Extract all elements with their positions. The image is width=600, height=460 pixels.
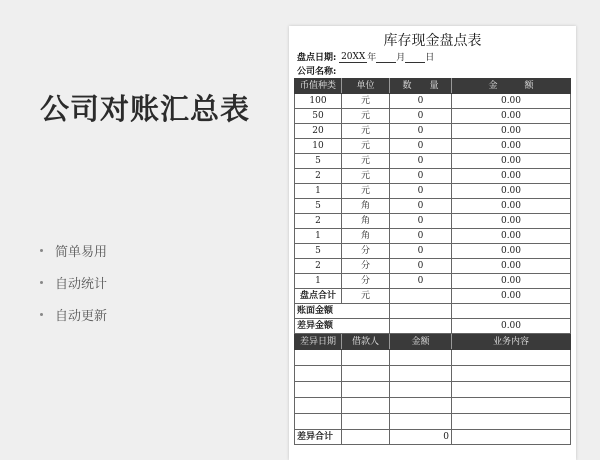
- amount-cell[interactable]: 0.00: [452, 199, 571, 214]
- total-row: [295, 289, 571, 304]
- denomination-cell[interactable]: 5: [295, 154, 342, 169]
- denomination-cell[interactable]: 1: [295, 184, 342, 199]
- diff-entry-cell[interactable]: [295, 398, 342, 414]
- diff-total-label: 差异合计: [295, 430, 342, 445]
- feature-label: 自动统计: [55, 276, 108, 292]
- unit-cell[interactable]: 角: [342, 199, 390, 214]
- header-amount: 金 额: [452, 79, 571, 94]
- book-amount-spacer: [390, 304, 452, 319]
- diff-entry-cell[interactable]: [452, 398, 571, 414]
- date-year-field: 20XX: [341, 52, 366, 62]
- diff-amount-spacer: [390, 319, 452, 334]
- denomination-cell[interactable]: 50: [295, 109, 342, 124]
- unit-cell[interactable]: 元: [342, 154, 390, 169]
- company-label: 公司名称:: [297, 67, 337, 77]
- amount-cell[interactable]: 0.00: [452, 259, 571, 274]
- diff-entry-row: [295, 366, 571, 382]
- diff-total-business: [452, 430, 571, 445]
- diff-amount-label: 差异金额: [295, 319, 390, 334]
- table-row: [295, 109, 571, 124]
- diff-table: [294, 334, 571, 445]
- quantity-cell[interactable]: 0: [390, 274, 452, 289]
- sheet-title: 库存现金盘点表: [383, 33, 482, 49]
- table-row: [295, 124, 571, 139]
- page-title: 公司对账汇总表: [40, 92, 251, 126]
- denomination-cell[interactable]: 2: [295, 169, 342, 184]
- quantity-cell[interactable]: 0: [390, 259, 452, 274]
- table-row: [295, 259, 571, 274]
- header-diff-date: 差异日期: [295, 335, 342, 350]
- total-label: 盘点合计: [295, 289, 342, 304]
- amount-cell[interactable]: 0.00: [452, 229, 571, 244]
- table-row: [295, 169, 571, 184]
- diff-entry-row: [295, 414, 571, 430]
- quantity-cell[interactable]: 0: [390, 184, 452, 199]
- amount-cell[interactable]: 0.00: [452, 139, 571, 154]
- table-header: [295, 335, 571, 350]
- book-amount-row: [295, 304, 571, 319]
- denomination-cell[interactable]: 2: [295, 214, 342, 229]
- unit-cell[interactable]: 分: [342, 244, 390, 259]
- count-table: [294, 78, 571, 334]
- table-header: [295, 79, 571, 94]
- header-denomination: 币值种类: [295, 79, 342, 94]
- diff-entry-cell[interactable]: [342, 366, 390, 382]
- diff-total-value: 0: [390, 430, 452, 445]
- diff-entry-cell[interactable]: [452, 350, 571, 366]
- unit-cell[interactable]: 元: [342, 109, 390, 124]
- diff-entry-cell[interactable]: [452, 414, 571, 430]
- header-quantity: 数 量: [390, 79, 452, 94]
- feature-list: [40, 234, 107, 330]
- table-row: [295, 244, 571, 259]
- diff-entry-row: [295, 398, 571, 414]
- amount-cell[interactable]: 0.00: [452, 244, 571, 259]
- header-unit: 单位: [342, 79, 390, 94]
- feature-item: [40, 266, 107, 298]
- total-quantity-cell: [390, 289, 452, 304]
- diff-entry-cell[interactable]: [342, 382, 390, 398]
- feature-item: [40, 234, 107, 266]
- diff-entry-cell[interactable]: [342, 414, 390, 430]
- total-unit: 元: [342, 289, 390, 304]
- quantity-cell[interactable]: 0: [390, 139, 452, 154]
- table-row: [295, 94, 571, 109]
- unit-cell[interactable]: 角: [342, 229, 390, 244]
- diff-entry-cell[interactable]: [390, 350, 452, 366]
- amount-cell[interactable]: 0.00: [452, 169, 571, 184]
- date-day-field: [405, 52, 425, 63]
- quantity-cell[interactable]: 0: [390, 169, 452, 184]
- cash-count-sheet: [289, 26, 576, 460]
- diff-total-borrower: [342, 430, 390, 445]
- denomination-cell[interactable]: 1: [295, 229, 342, 244]
- diff-entry-cell[interactable]: [390, 366, 452, 382]
- table-row: [295, 154, 571, 169]
- date-label: 盘点日期:: [297, 53, 337, 63]
- quantity-cell[interactable]: 0: [390, 229, 452, 244]
- book-amount-label: 账面金额: [295, 304, 390, 319]
- table-row: [295, 229, 571, 244]
- table-row: [295, 199, 571, 214]
- denomination-cell[interactable]: 5: [295, 199, 342, 214]
- quantity-cell[interactable]: 0: [390, 109, 452, 124]
- date-line: [297, 50, 434, 63]
- table-row: [295, 274, 571, 289]
- year-unit: 年: [367, 53, 377, 63]
- header-diff-amount: 金额: [390, 335, 452, 350]
- diff-entry-cell[interactable]: [295, 366, 342, 382]
- feature-label: 简单易用: [55, 244, 108, 260]
- denomination-cell[interactable]: 100: [295, 94, 342, 109]
- table-row: [295, 214, 571, 229]
- amount-cell[interactable]: 0.00: [452, 94, 571, 109]
- quantity-cell[interactable]: 0: [390, 124, 452, 139]
- quantity-cell[interactable]: 0: [390, 154, 452, 169]
- diff-entry-cell[interactable]: [390, 398, 452, 414]
- day-unit: 日: [425, 53, 435, 63]
- date-month-field: [376, 52, 396, 63]
- diff-entry-cell[interactable]: [295, 414, 342, 430]
- bullet-icon: [40, 313, 43, 316]
- diff-entry-cell[interactable]: [452, 366, 571, 382]
- denomination-cell[interactable]: 20: [295, 124, 342, 139]
- diff-entry-cell[interactable]: [342, 398, 390, 414]
- unit-cell[interactable]: 元: [342, 139, 390, 154]
- amount-cell[interactable]: 0.00: [452, 109, 571, 124]
- feature-item: [40, 298, 107, 330]
- table-row: [295, 184, 571, 199]
- feature-label: 自动更新: [55, 308, 108, 324]
- unit-cell[interactable]: 元: [342, 169, 390, 184]
- denomination-cell[interactable]: 2: [295, 259, 342, 274]
- month-unit: 月: [396, 53, 406, 63]
- quantity-cell[interactable]: 0: [390, 94, 452, 109]
- unit-cell[interactable]: 元: [342, 124, 390, 139]
- diff-entry-cell[interactable]: [452, 382, 571, 398]
- diff-entry-cell[interactable]: [390, 414, 452, 430]
- bullet-icon: [40, 281, 43, 284]
- quantity-cell[interactable]: 0: [390, 199, 452, 214]
- unit-cell[interactable]: 角: [342, 214, 390, 229]
- diff-amount-row: [295, 319, 571, 334]
- diff-entry-cell[interactable]: [390, 382, 452, 398]
- total-amount: 0.00: [452, 289, 571, 304]
- quantity-cell[interactable]: 0: [390, 244, 452, 259]
- unit-cell[interactable]: 元: [342, 184, 390, 199]
- diff-entry-cell[interactable]: [295, 382, 342, 398]
- amount-cell[interactable]: 0.00: [452, 184, 571, 199]
- amount-cell[interactable]: 0.00: [452, 124, 571, 139]
- unit-cell[interactable]: 分: [342, 259, 390, 274]
- book-amount-value[interactable]: [452, 304, 571, 319]
- amount-cell[interactable]: 0.00: [452, 214, 571, 229]
- header-business: 业务内容: [452, 335, 571, 350]
- diff-entry-row: [295, 350, 571, 366]
- unit-cell[interactable]: 分: [342, 274, 390, 289]
- diff-amount-value: 0.00: [452, 319, 571, 334]
- bullet-icon: [40, 249, 43, 252]
- unit-cell[interactable]: 元: [342, 94, 390, 109]
- diff-entry-cell[interactable]: [342, 350, 390, 366]
- quantity-cell[interactable]: 0: [390, 214, 452, 229]
- diff-entry-row: [295, 382, 571, 398]
- amount-cell[interactable]: 0.00: [452, 154, 571, 169]
- header-borrower: 借款人: [342, 335, 390, 350]
- denomination-cell[interactable]: 10: [295, 139, 342, 154]
- denomination-cell[interactable]: 1: [295, 274, 342, 289]
- denomination-cell[interactable]: 5: [295, 244, 342, 259]
- diff-entry-cell[interactable]: [295, 350, 342, 366]
- diff-total-row: [295, 430, 571, 445]
- table-row: [295, 139, 571, 154]
- amount-cell[interactable]: 0.00: [452, 274, 571, 289]
